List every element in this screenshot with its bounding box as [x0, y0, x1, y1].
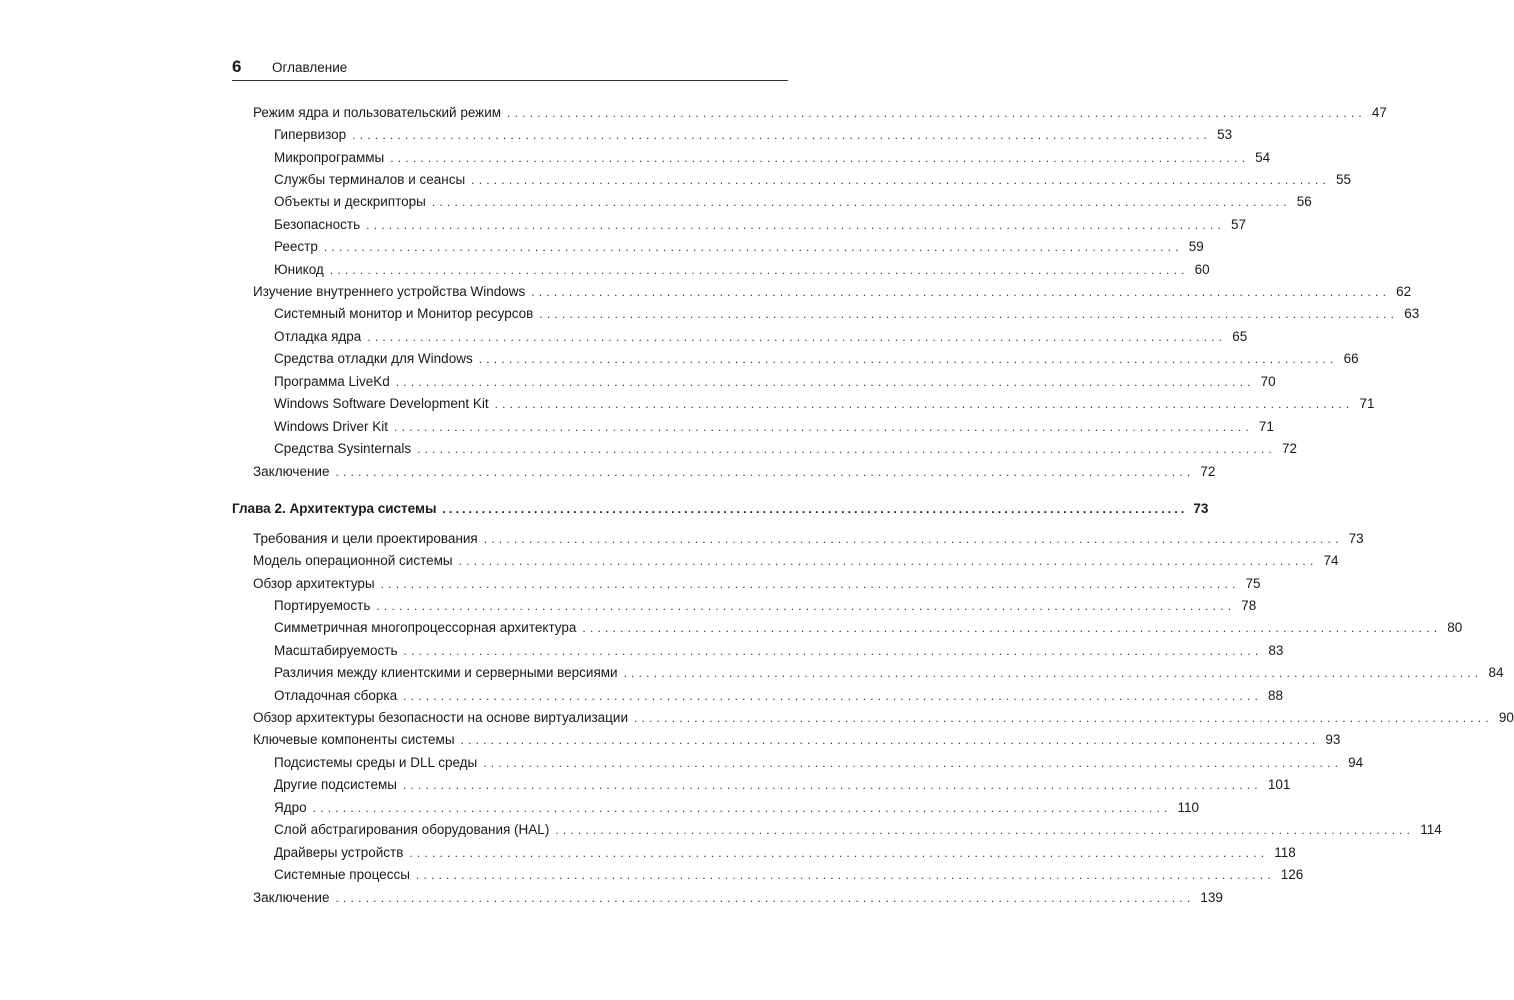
- toc-entry-page: 114: [1420, 822, 1442, 837]
- toc-leader-dots: ..................................................................................................................: [494, 397, 1354, 411]
- toc-leader-dots: ..................................................................................................................: [431, 195, 1291, 209]
- toc-entry-page: 72: [1281, 441, 1297, 456]
- toc-chapter-page: 73: [1193, 501, 1209, 516]
- toc-entry[interactable]: [274, 753, 1364, 773]
- toc-entry[interactable]: [274, 260, 1210, 280]
- toc-entry-title: Средства Sysinternals: [274, 441, 412, 456]
- toc-entry-page: 74: [1323, 553, 1339, 568]
- toc-entry-page: 71: [1258, 419, 1274, 434]
- toc-entry[interactable]: [253, 551, 1339, 571]
- toc-entry-page: 56: [1296, 194, 1312, 209]
- toc-entry-page: 70: [1260, 374, 1276, 389]
- toc-entry-title: Портируемость: [274, 598, 371, 613]
- toc-entry-page: 55: [1336, 172, 1352, 187]
- toc-entry-title: Режим ядра и пользовательский режим: [253, 105, 502, 120]
- toc-entry-title: Различия между клиентскими и серверными версиями: [274, 665, 618, 680]
- toc-entry[interactable]: [274, 663, 1504, 683]
- toc-entry[interactable]: [253, 574, 1261, 594]
- toc-leader-dots: ..................................................................................................................: [335, 465, 1195, 479]
- toc-entry-title: Требования и цели проектирования: [253, 531, 478, 546]
- toc-entry-page: 83: [1268, 643, 1284, 658]
- toc-entry-title: Подсистемы среды и DLL среды: [274, 755, 478, 770]
- toc-entry[interactable]: [274, 327, 1248, 347]
- toc-entry-title: Другие подсистемы: [274, 777, 397, 792]
- toc-leader-dots: ..................................................................................................................: [403, 689, 1263, 703]
- toc-leader-dots: ..................................................................................................................: [539, 307, 1399, 321]
- running-title: Оглавление: [272, 60, 348, 75]
- toc-entry-page: 75: [1245, 576, 1261, 591]
- toc-leader-dots: ..................................................................................................................: [352, 128, 1212, 142]
- toc-entry-title: Обзор архитектуры безопасности на основе виртуализации: [253, 710, 628, 725]
- toc-leader-dots: ..................................................................................................................: [478, 352, 1338, 366]
- toc-leader-dots: ..................................................................................................................: [376, 599, 1236, 613]
- toc-entry-page: 93: [1325, 732, 1341, 747]
- toc-entry-page: 59: [1188, 239, 1204, 254]
- toc-entry-page: 101: [1267, 777, 1291, 792]
- toc-entry-page: 53: [1217, 127, 1233, 142]
- toc-leader-dots: ..................................................................................................................: [402, 778, 1262, 792]
- toc-entry-title: Ключевые компоненты системы: [253, 732, 455, 747]
- toc-entry-title: Слой абстрагирования оборудования (HAL): [274, 822, 550, 837]
- toc-entry[interactable]: [274, 304, 1420, 324]
- toc-entry[interactable]: [253, 888, 1223, 908]
- toc-leader-dots: ..................................................................................................................: [623, 666, 1483, 680]
- toc-entry-title: Реестр: [274, 239, 318, 254]
- toc-entry[interactable]: [274, 820, 1442, 840]
- toc-entry-title: Программа LiveKd: [274, 374, 390, 389]
- toc-entry-page: 88: [1268, 688, 1284, 703]
- toc-entry[interactable]: [274, 686, 1284, 706]
- toc-entry-page: 60: [1194, 262, 1210, 277]
- toc-leader-dots: ..................................................................................................................: [367, 330, 1227, 344]
- toc-entry-page: 57: [1231, 217, 1247, 232]
- toc-entry-title: Обзор архитектуры: [253, 576, 375, 591]
- toc-chapter-heading[interactable]: [232, 499, 1209, 519]
- toc-leader-dots: ..................................................................................................................: [417, 442, 1276, 456]
- toc-entry-title: Windows Driver Kit: [274, 419, 389, 434]
- toc-entry[interactable]: [253, 708, 1514, 728]
- toc-entry[interactable]: [253, 730, 1341, 750]
- toc-leader-dots: ..................................................................................................................: [312, 801, 1172, 815]
- toc-entry[interactable]: [274, 439, 1297, 459]
- toc-leader-dots: ..................................................................................................................: [483, 756, 1343, 770]
- toc-leader-dots: ..................................................................................................................: [323, 240, 1183, 254]
- toc-entry-title: Безопасность: [274, 217, 361, 232]
- toc-leader-dots: ..................................................................................................................: [390, 151, 1250, 165]
- toc-entry[interactable]: [274, 148, 1271, 168]
- toc-entry-title: Заключение: [253, 890, 330, 905]
- toc-entry-page: 118: [1274, 845, 1296, 860]
- toc-leader-dots: ..................................................................................................................: [329, 263, 1189, 277]
- toc-entry[interactable]: [274, 798, 1200, 818]
- toc-entry[interactable]: [274, 372, 1276, 392]
- toc-entry-title: Ядро: [274, 800, 307, 815]
- toc-entry[interactable]: [253, 103, 1387, 123]
- toc-entry-title: Изучение внутреннего устройства Windows: [253, 284, 526, 299]
- toc-entry-title: Отладочная сборка: [274, 688, 398, 703]
- toc-entry[interactable]: [274, 237, 1204, 257]
- toc-entry-page: 110: [1177, 800, 1200, 815]
- toc-entry-title: Драйверы устройств: [274, 845, 404, 860]
- toc-entry[interactable]: [253, 462, 1216, 482]
- toc-leader-dots: ..................................................................................................................: [507, 106, 1366, 120]
- toc-entry[interactable]: [274, 215, 1247, 235]
- toc-entry-page: 72: [1200, 464, 1216, 479]
- toc-entry-page: 73: [1348, 531, 1364, 546]
- toc-entry[interactable]: [253, 529, 1364, 549]
- toc-entry[interactable]: [274, 843, 1296, 863]
- page-number: 6: [232, 57, 242, 76]
- toc-leader-dots: ..................................................................................................................: [634, 711, 1493, 725]
- toc-entry-title: Модель операционной системы: [253, 553, 453, 568]
- toc-leader-dots: ..................................................................................................................: [380, 577, 1240, 591]
- toc-entry[interactable]: [274, 349, 1359, 369]
- toc-entry-page: 47: [1371, 105, 1387, 120]
- toc-entry-page: 66: [1343, 351, 1359, 366]
- toc-leader-dots: ..................................................................................................................: [366, 218, 1225, 232]
- toc-leader-dots: ..................................................................................................................: [531, 285, 1391, 299]
- toc-entry[interactable]: [274, 417, 1274, 437]
- toc-entry-title: Службы терминалов и сеансы: [274, 172, 466, 187]
- toc-entry-page: 71: [1359, 396, 1375, 411]
- toc-entry-page: 62: [1396, 284, 1412, 299]
- toc-entry-title: Системный монитор и Монитор ресурсов: [274, 306, 534, 321]
- toc-entry[interactable]: [274, 192, 1312, 212]
- toc-entry-title: Юникод: [274, 262, 324, 277]
- toc-entry-page: 63: [1404, 306, 1420, 321]
- toc-entry-title: Windows Software Development Kit: [274, 396, 489, 411]
- toc-leader-dots: ..................................................................................................................: [442, 502, 1188, 516]
- toc-entry-title: Симметричная многопроцессорная архитектура: [274, 620, 577, 635]
- toc-entry-page: 139: [1200, 890, 1223, 905]
- toc-entry-title: Объекты и дескрипторы: [274, 194, 426, 209]
- toc-entry-page: 54: [1255, 150, 1271, 165]
- toc-leader-dots: ..................................................................................................................: [460, 733, 1320, 747]
- toc-entry[interactable]: [274, 775, 1291, 795]
- toc-leader-dots: ..................................................................................................................: [483, 532, 1343, 546]
- toc-leader-dots: ..................................................................................................................: [395, 375, 1255, 389]
- toc-entry[interactable]: [274, 394, 1375, 414]
- toc-leader-dots: ..................................................................................................................: [335, 891, 1195, 905]
- toc-entry-title: Средства отладки для Windows: [274, 351, 473, 366]
- toc-entry-title: Заключение: [253, 464, 330, 479]
- toc-entry-page: 90: [1498, 710, 1514, 725]
- toc-leader-dots: ..................................................................................................................: [403, 644, 1263, 658]
- toc-entry-page: 126: [1280, 867, 1304, 882]
- toc-leader-dots: ..................................................................................................................: [471, 173, 1331, 187]
- toc-entry-title: Гипервизор: [274, 127, 347, 142]
- toc-leader-dots: ..................................................................................................................: [458, 554, 1318, 568]
- toc-entry-page: 84: [1488, 665, 1504, 680]
- toc-entry-title: Масштабируемость: [274, 643, 398, 658]
- toc-leader-dots: ..................................................................................................................: [409, 846, 1269, 860]
- toc-entry[interactable]: [274, 170, 1352, 190]
- toc-entry[interactable]: [274, 596, 1257, 616]
- toc-entry-title: Отладка ядра: [274, 329, 362, 344]
- toc-leader-dots: ..................................................................................................................: [394, 420, 1253, 434]
- toc-entry-page: 80: [1447, 620, 1463, 635]
- toc-entry[interactable]: [253, 282, 1412, 302]
- toc-chapter-title: Глава 2. Архитектура системы: [232, 501, 437, 516]
- toc-entry-page: 94: [1348, 755, 1364, 770]
- toc-entry-page: 65: [1232, 329, 1248, 344]
- toc-entry[interactable]: [274, 618, 1463, 638]
- toc-leader-dots: ..................................................................................................................: [582, 621, 1442, 635]
- toc-entry[interactable]: [274, 641, 1284, 661]
- toc-entry[interactable]: [274, 125, 1233, 145]
- toc-leader-dots: ..................................................................................................................: [555, 823, 1415, 837]
- toc-entry-page: 78: [1241, 598, 1257, 613]
- toc-entry[interactable]: [274, 865, 1304, 885]
- toc-entry-title: Микропрограммы: [274, 150, 385, 165]
- toc-entry-title: Системные процессы: [274, 867, 410, 882]
- toc-leader-dots: ..................................................................................................................: [415, 868, 1275, 882]
